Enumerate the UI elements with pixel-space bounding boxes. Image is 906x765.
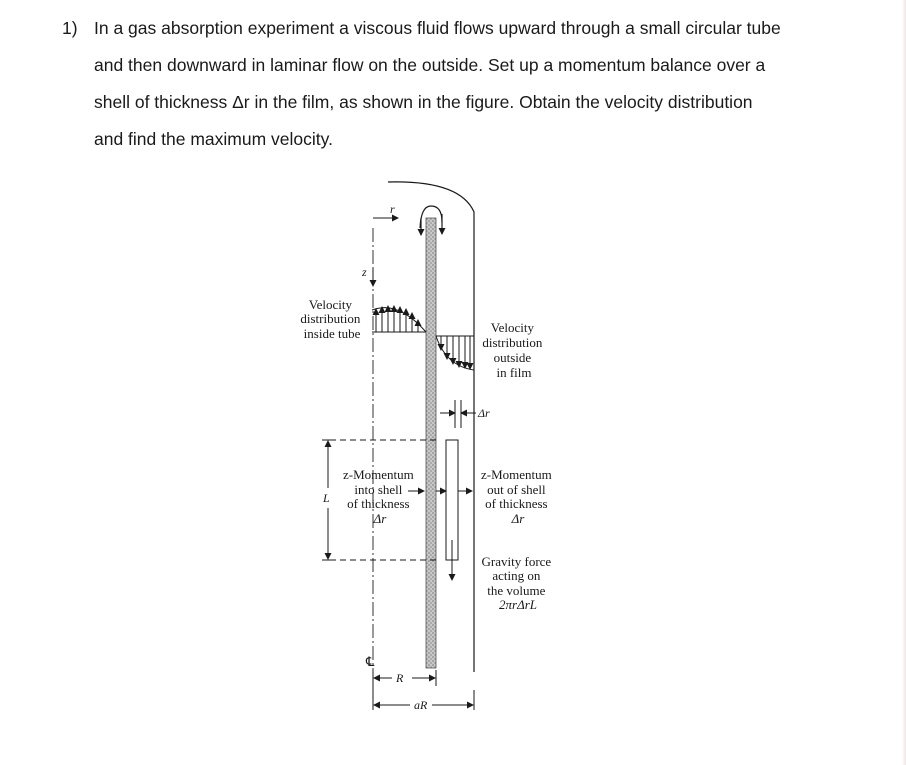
problem-number: 1) [62, 18, 78, 38]
radius-R-label: R [396, 671, 404, 685]
delta-r-label: Δr [478, 406, 490, 420]
label-momentum-out: z-Momentum out of shell of thickness Δr [480, 467, 552, 526]
velocity-profile-outside [436, 336, 474, 370]
axis-z-label: z [362, 265, 367, 279]
length-L-label: L [323, 491, 330, 505]
centerline-symbol: ℄ [366, 654, 375, 669]
axis-r-label: r [390, 202, 395, 216]
label-gravity-force: Gravity force acting on the volume 2πrΔrL [481, 554, 552, 612]
label-velocity-inside: Velocity distribution inside tube [300, 297, 361, 341]
velocity-profile-inside [372, 306, 426, 332]
problem-line-1: In a gas absorption experiment a viscous fluid flows upward through a small circular tube [94, 18, 781, 38]
tube-wall [426, 218, 436, 668]
label-velocity-outside: Velocity distribution outside in film [482, 320, 543, 380]
problem-line-2: and then downward in laminar flow on the outside. Set up a momentum balance over a [94, 55, 766, 75]
problem-line-3: shell of thickness Δr in the film, as shown in the figure. Obtain the velocity distribution [94, 92, 753, 112]
radius-aR-label: aR [414, 698, 428, 712]
label-momentum-in: z-Momentum into shell of thickness Δr [342, 467, 414, 526]
page-edge [902, 0, 906, 765]
problem-line-4: and find the maximum velocity. [94, 129, 333, 149]
delta-r-indicator [440, 400, 476, 428]
coordinate-axes [361, 202, 398, 286]
